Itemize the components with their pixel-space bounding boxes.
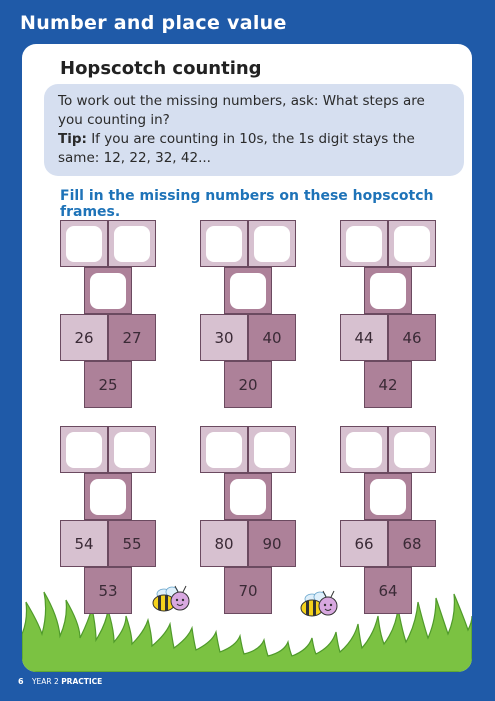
- footer-series: YEAR 2: [31, 677, 59, 686]
- blank-cell-middle[interactable]: [364, 473, 412, 520]
- cell-bottom: 42: [364, 361, 412, 408]
- answer-box[interactable]: [370, 273, 406, 309]
- worksheet-panel: [22, 44, 472, 672]
- hopscotch-frame: [340, 426, 460, 616]
- answer-box[interactable]: [90, 273, 126, 309]
- blank-cell-top-left[interactable]: [340, 426, 388, 473]
- tip-line: [58, 130, 452, 168]
- blank-cell-middle[interactable]: [84, 473, 132, 520]
- footer: [0, 676, 495, 701]
- blank-cell-top-right[interactable]: [108, 220, 156, 267]
- answer-box[interactable]: [394, 432, 430, 468]
- hopscotch-frame: [200, 220, 320, 410]
- hopscotch-frame: [60, 220, 180, 410]
- page-number: 6: [18, 677, 24, 686]
- answer-box[interactable]: [66, 432, 102, 468]
- blank-cell-top-right[interactable]: [248, 220, 296, 267]
- blank-cell-top-right[interactable]: [248, 426, 296, 473]
- tip-intro: To work out the missing numbers, ask: What steps are you counting in?: [58, 93, 425, 128]
- section-title: Hopscotch counting: [60, 58, 262, 79]
- cell-bottom: 20: [224, 361, 272, 408]
- blank-cell-top-right[interactable]: [108, 426, 156, 473]
- answer-box[interactable]: [370, 479, 406, 515]
- answer-box[interactable]: [230, 273, 266, 309]
- answer-box[interactable]: [206, 226, 242, 262]
- tip-box: [44, 84, 464, 176]
- cell-right: 55: [108, 520, 156, 567]
- hopscotch-frame: [60, 426, 180, 616]
- header-title: Number and place value: [20, 12, 287, 34]
- answer-box[interactable]: [114, 226, 150, 262]
- cell-left: 80: [200, 520, 248, 567]
- cell-left: 26: [60, 314, 108, 361]
- cell-right: 27: [108, 314, 156, 361]
- answer-box[interactable]: [394, 226, 430, 262]
- blank-cell-top-left[interactable]: [200, 426, 248, 473]
- blank-cell-top-left[interactable]: [200, 220, 248, 267]
- answer-box[interactable]: [230, 479, 266, 515]
- answer-box[interactable]: [346, 432, 382, 468]
- cell-right: 46: [388, 314, 436, 361]
- cell-right: 90: [248, 520, 296, 567]
- cell-left: 54: [60, 520, 108, 567]
- blank-cell-top-left[interactable]: [340, 220, 388, 267]
- cell-bottom: 64: [364, 567, 412, 614]
- answer-box[interactable]: [114, 432, 150, 468]
- blank-cell-top-left[interactable]: [60, 220, 108, 267]
- cell-left: 44: [340, 314, 388, 361]
- hopscotch-frame: [340, 220, 460, 410]
- cell-bottom: 25: [84, 361, 132, 408]
- blank-cell-middle[interactable]: [364, 267, 412, 314]
- tip-label: Tip:: [58, 131, 87, 147]
- cell-bottom: 53: [84, 567, 132, 614]
- cell-right: 40: [248, 314, 296, 361]
- hopscotch-frame: [200, 426, 320, 616]
- answer-box[interactable]: [66, 226, 102, 262]
- tip-text: If you are counting in 10s, the 1s digit stays the same: 12, 22, 32, 42...: [58, 131, 415, 166]
- blank-cell-top-right[interactable]: [388, 220, 436, 267]
- footer-type: PRACTICE: [61, 677, 103, 686]
- blank-cell-middle[interactable]: [224, 473, 272, 520]
- instruction: Fill in the missing numbers on these hopscotch frames.: [60, 188, 434, 220]
- blank-cell-middle[interactable]: [84, 267, 132, 314]
- answer-box[interactable]: [90, 479, 126, 515]
- answer-box[interactable]: [206, 432, 242, 468]
- blank-cell-middle[interactable]: [224, 267, 272, 314]
- answer-box[interactable]: [254, 226, 290, 262]
- answer-box[interactable]: [346, 226, 382, 262]
- cell-right: 68: [388, 520, 436, 567]
- cell-left: 30: [200, 314, 248, 361]
- cell-left: 66: [340, 520, 388, 567]
- cell-bottom: 70: [224, 567, 272, 614]
- answer-box[interactable]: [254, 432, 290, 468]
- blank-cell-top-left[interactable]: [60, 426, 108, 473]
- blank-cell-top-right[interactable]: [388, 426, 436, 473]
